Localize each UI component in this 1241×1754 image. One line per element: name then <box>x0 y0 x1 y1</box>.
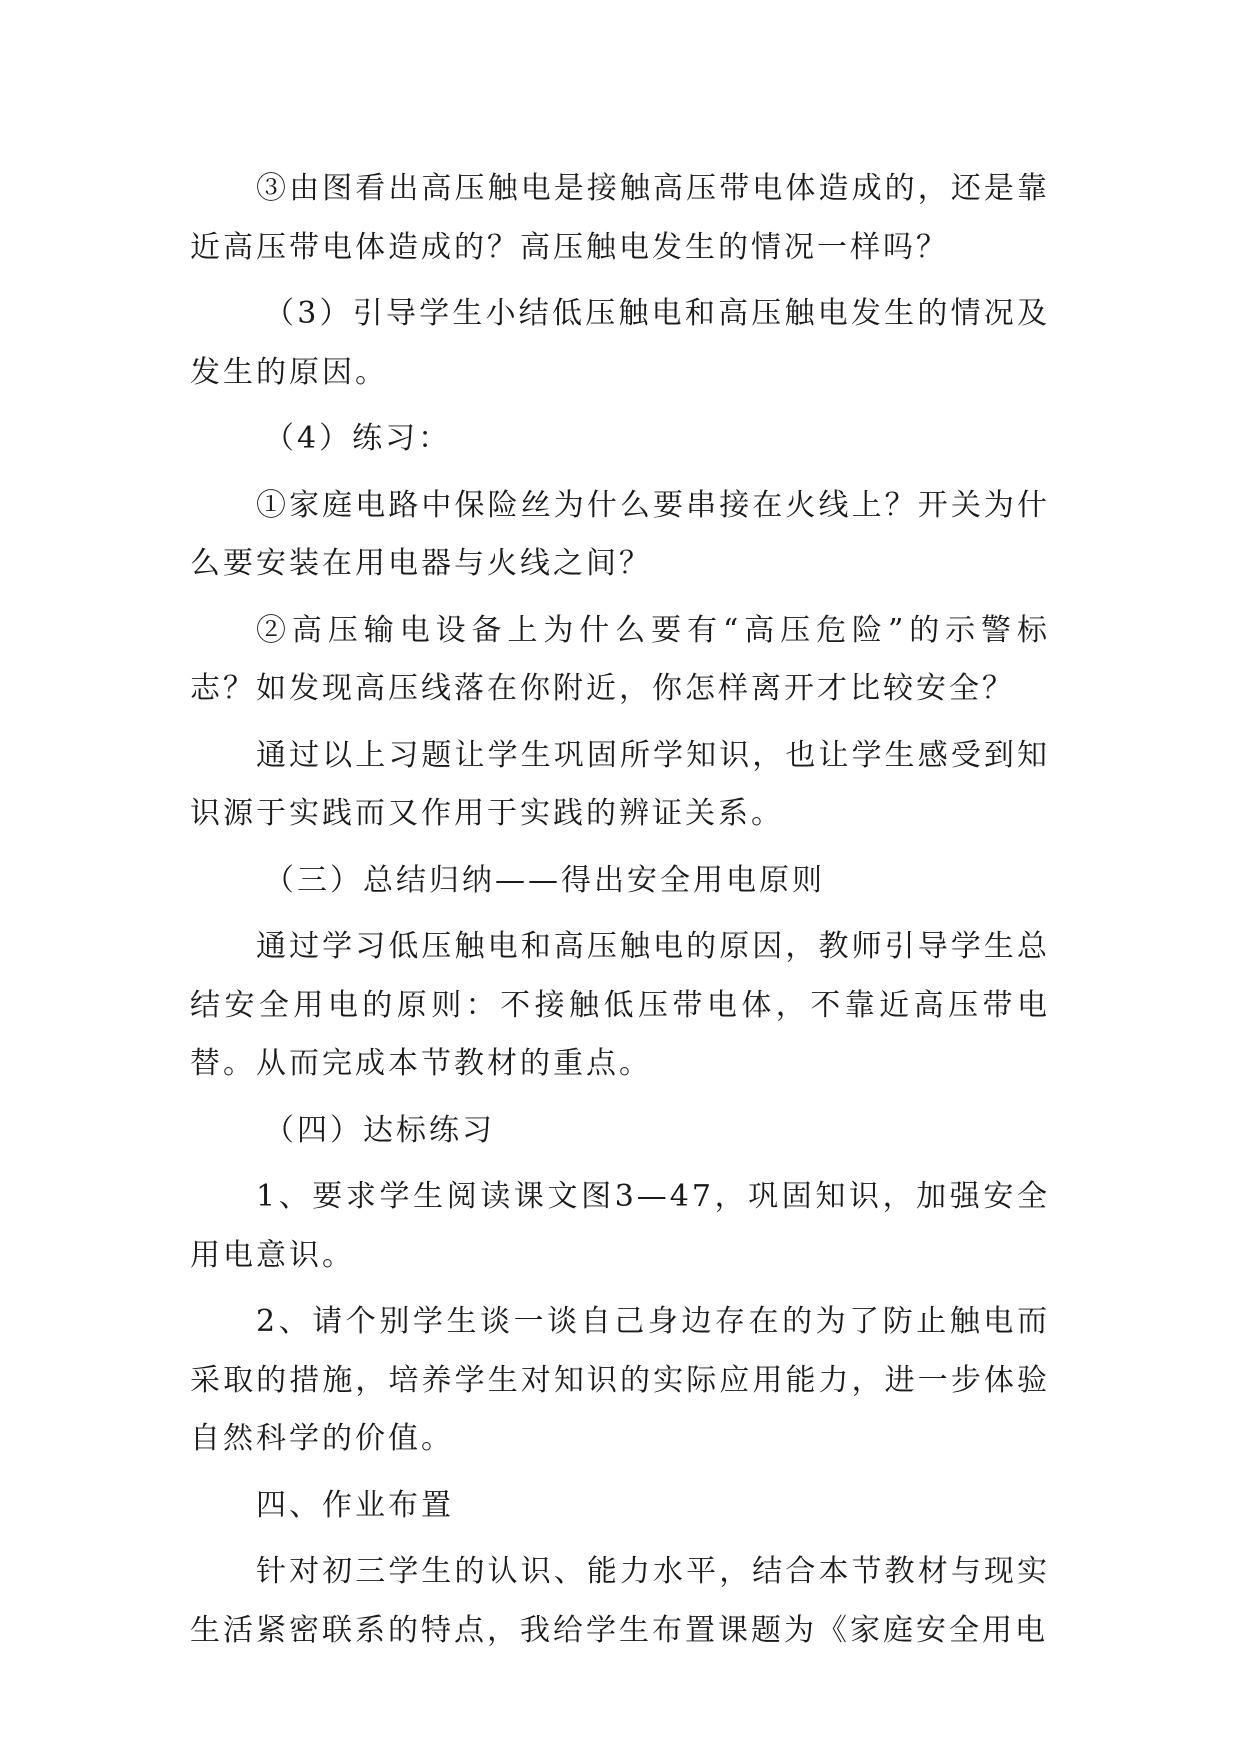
paragraph-homework: 针对初三学生的认识、能力水平，结合本节教材与现实生活紧密联系的特点，我给学生布置课题为《家庭安全用电 <box>190 1554 1050 1648</box>
paragraph-high-voltage-question: ③由图看出高压触电是接触高压带电体造成的，还是靠近高压带电体造成的？高压触电发生的情况一样吗？ <box>190 171 1050 265</box>
paragraph-practice-1: 1、要求学生阅读课文图3—47，巩固知识，加强安全用电意识。 <box>190 1179 1050 1273</box>
section-heading-homework: 四、作业布置 <box>256 1487 454 1523</box>
paragraph-exercise-purpose: 通过以上习题让学生巩固所学知识，也让学生感受到知识源于实践而又作用于实践的辨证关系。 <box>190 737 1050 831</box>
paragraph-exercise-2: ②高压输电设备上为什么要有“高压危险”的示警标志？如发现高压线落在你附近，你怎样离开才比较安全？ <box>190 612 1050 706</box>
paragraph-practice-2: 2、请个别学生谈一谈自己身边存在的为了防止触电而采取的措施，培养学生对知识的实际应用能力，进一步体验自然科学的价值。 <box>190 1304 1050 1456</box>
document-body <box>190 160 1050 1668</box>
paragraph-safety-principle: 通过学习低压触电和高压触电的原因，教师引导学生总结安全用电的原则：不接触低压带电体，不靠近高压带电替。从而完成本节教材的重点。 <box>190 929 1050 1081</box>
paragraph-exercise-1: ①家庭电路中保险丝为什么要串接在火线上？开关为什么要安装在用电器与火线之间？ <box>190 487 1050 581</box>
paragraph-summary-guide: （3）引导学生小结低压触电和高压触电发生的情况及发生的原因。 <box>190 296 1050 390</box>
section-heading-summary: （三）总结归纳——得出安全用电原则 <box>264 862 825 898</box>
paragraph-exercise-heading: （4）练习： <box>264 421 452 456</box>
section-heading-practice: （四）达标练习 <box>264 1112 495 1148</box>
